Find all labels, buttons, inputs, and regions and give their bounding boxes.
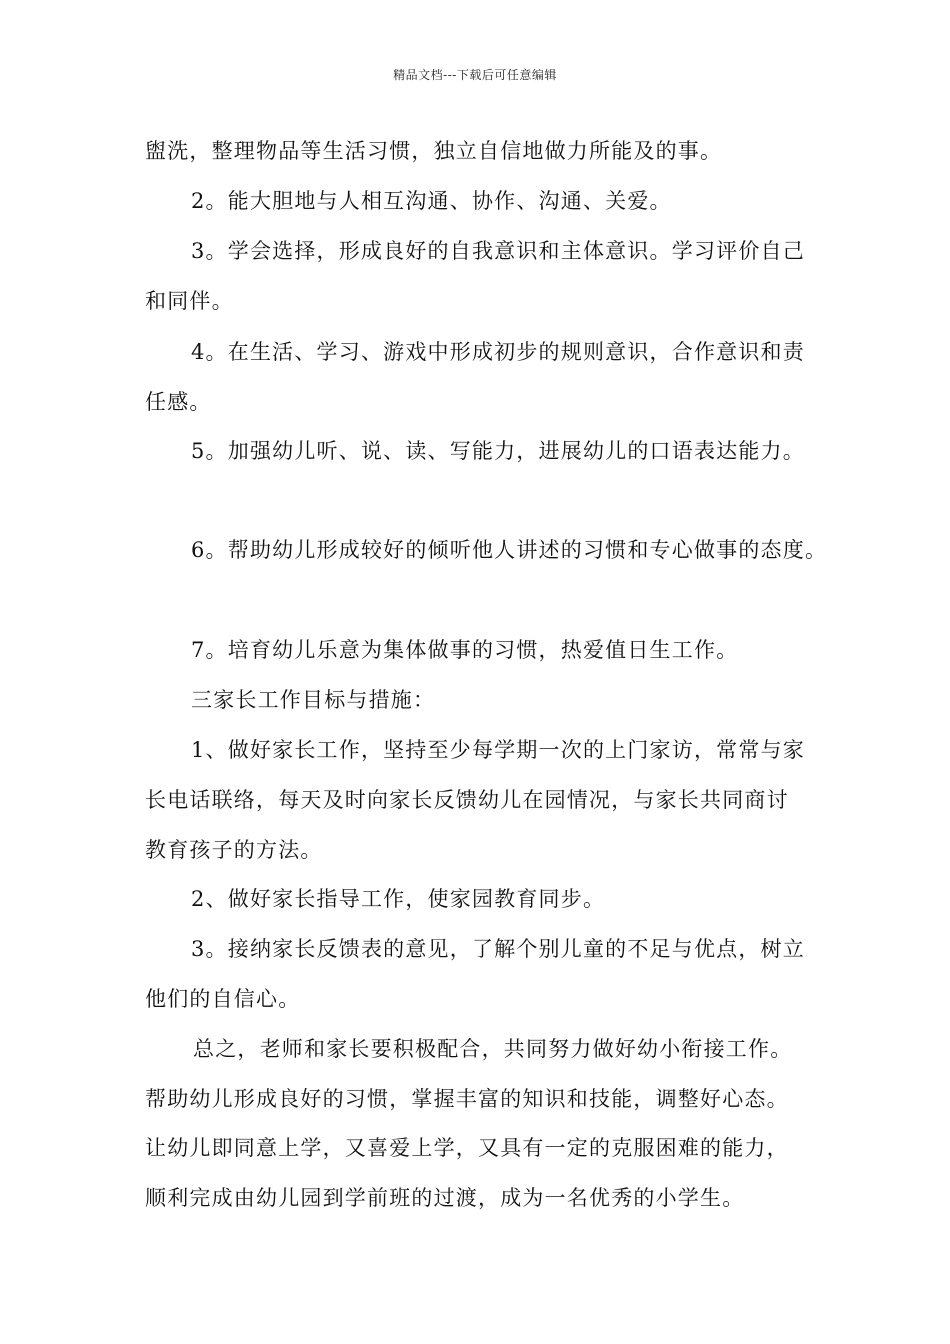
text-line: 6。帮助幼儿形成较好的倾听他人讲述的习惯和专心做事的态度。: [191, 538, 828, 562]
text-line: 7。培育幼儿乐意为集体做事的习惯，热爱值日生工作。: [191, 638, 739, 662]
text-line: 让幼儿即同意上学，又喜爱上学，又具有一定的克服困难的能力，: [145, 1136, 789, 1160]
text-line: 3。接纳家长反馈表的意见，了解个别儿童的不足与优点，树立: [191, 937, 805, 961]
text-line: 5。加强幼儿听、说、读、写能力，进展幼儿的口语表达能力。: [191, 439, 805, 463]
text-line: 任感。: [145, 390, 212, 414]
text-line: 盥洗，整理物品等生活习惯，独立自信地做力所能及的事。: [145, 139, 723, 163]
text-line: 顺利完成由幼儿园到学前班的过渡，成为一名优秀的小学生。: [145, 1186, 745, 1210]
text-line: 长电话联络，每天及时向家长反馈幼儿在园情况，与家长共同商讨: [145, 788, 789, 812]
text-line: 4。在生活、学习、游戏中形成初步的规则意识，合作意识和责: [191, 340, 805, 364]
text-line: 他们的自信心。: [145, 987, 301, 1011]
text-line: 帮助幼儿形成良好的习惯，掌握丰富的知识和技能，调整好心态。: [145, 1087, 789, 1111]
text-line: 和同伴。: [145, 289, 234, 313]
page-header: 精品文档---下载后可任意编辑: [393, 68, 557, 82]
section-heading: 三家长工作目标与措施：: [191, 688, 436, 712]
text-line: 教育孩子的方法。: [145, 838, 323, 862]
text-line: 3。学会选择，形成良好的自我意识和主体意识。学习评价自己: [191, 239, 805, 263]
text-line: 2。能大胆地与人相互沟通、协作、沟通、关爱。: [191, 189, 672, 213]
text-line: 1、做好家长工作，坚持至少每学期一次的上门家访，常常与家: [191, 738, 805, 762]
text-line: 2、做好家长指导工作，使家园教育同步。: [191, 887, 606, 911]
text-line: 总之，老师和家长要积极配合，共同努力做好幼小衔接工作。: [193, 1037, 793, 1061]
